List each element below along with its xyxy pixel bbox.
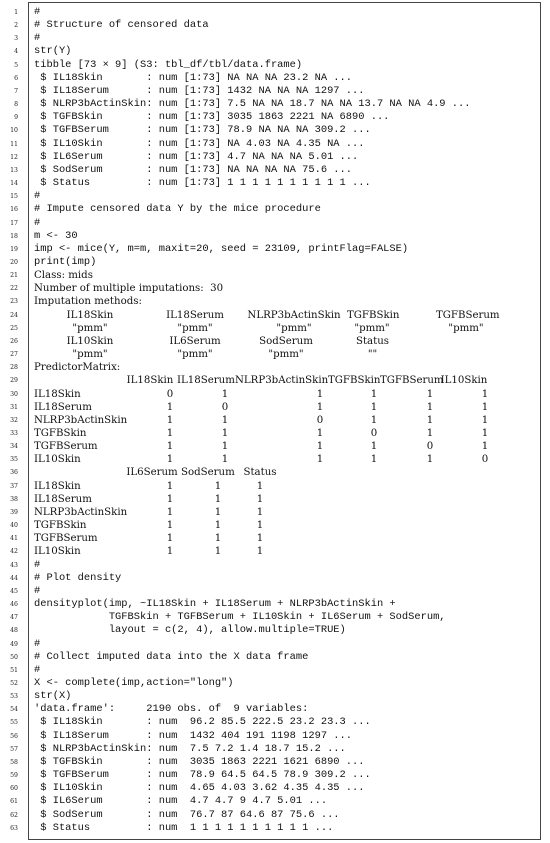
output-cell: SodSerum [259, 335, 313, 347]
line-number: 40 [10, 522, 18, 530]
code-line [0, 716, 550, 729]
code-line [0, 664, 550, 677]
output-cell: 1 [214, 480, 222, 492]
output-cell: IL6Serum [169, 335, 221, 347]
output-cell: TGFBSkin [347, 309, 400, 321]
line-number: 8 [14, 101, 18, 109]
output-cell: IL18Serum [166, 309, 224, 321]
code-text: $ SodSerum : num 76.7 87 64.6 87 75.6 ... [34, 808, 340, 821]
output-text: Number of multiple imputations: 30 [34, 283, 224, 295]
output-cell: 1 [370, 388, 378, 400]
line-number: 30 [10, 390, 18, 398]
code-text: # [34, 637, 41, 650]
output-cell: 1 [166, 441, 174, 453]
code-text: # [34, 584, 41, 597]
output-table-row [0, 532, 550, 545]
output-cell: 1 [214, 506, 222, 518]
output-table-row [0, 453, 550, 466]
code-line [0, 743, 550, 756]
output-cell: 1 [481, 388, 489, 400]
output-cell: 1 [426, 414, 434, 426]
line-number: 47 [10, 614, 18, 622]
code-line [0, 493, 550, 506]
code-text: str(Y) [34, 45, 72, 58]
code-text: # [34, 190, 41, 203]
line-number: 53 [10, 693, 18, 701]
line-number: 15 [10, 193, 18, 201]
code-line [0, 532, 550, 545]
code-line [0, 85, 550, 98]
code-text: str(X) [34, 690, 72, 703]
code-line [0, 572, 550, 585]
output-cell: 1 [221, 428, 229, 439]
line-number: 43 [10, 561, 18, 569]
output-cell: 1 [370, 414, 378, 426]
output-cell: IL18Serum [34, 401, 92, 413]
code-text: $ IL18Skin : num 96.2 85.5 222.5 23.2 23.3 ... [34, 716, 371, 729]
output-cell: 1 [426, 388, 434, 400]
output-cell: 1 [166, 506, 174, 518]
code-line [0, 624, 550, 637]
code-text: X <- complete(imp,action="long") [34, 676, 234, 689]
output-cell: TGFBSkin [34, 428, 87, 439]
output-cell: 1 [256, 493, 264, 505]
code-line [0, 677, 550, 690]
output-cell: 1 [221, 388, 229, 400]
output-cell: 1 [370, 454, 378, 466]
code-line [0, 151, 550, 164]
output-cell: 0 [316, 414, 324, 426]
code-line [0, 690, 550, 703]
output-text: Imputation methods: [34, 296, 142, 308]
code-line [0, 795, 550, 808]
code-listing [0, 6, 550, 835]
code-text: imp <- mice(Y, m=m, maxit=20, seed = 23109, printFlag=FALSE) [34, 242, 409, 255]
line-number: 35 [10, 456, 18, 464]
line-number: 3 [14, 35, 18, 43]
output-cell: 1 [166, 480, 174, 492]
code-line [0, 414, 550, 427]
code-line [0, 190, 550, 203]
output-table-row [0, 427, 550, 440]
output-cell: "pmm" [448, 322, 484, 334]
output-cell: 0 [481, 454, 489, 466]
output-table-row [0, 519, 550, 532]
output-cell: 1 [316, 401, 324, 413]
output-table-row [0, 348, 550, 361]
line-number: 31 [10, 403, 18, 411]
code-line [0, 203, 550, 216]
code-text: # Collect imputed data into the X data frame [34, 650, 309, 663]
output-table-row [0, 466, 550, 479]
output-cell: 1 [221, 441, 229, 453]
line-number: 26 [10, 337, 18, 345]
code-line [0, 480, 550, 493]
line-number: 1 [14, 9, 18, 16]
code-line [0, 282, 550, 295]
line-number: 52 [10, 679, 18, 687]
output-cell: 1 [316, 428, 324, 439]
output-cell: IL10Skin [34, 546, 81, 558]
code-line [0, 809, 550, 822]
output-cell: 1 [166, 401, 174, 413]
code-line [0, 545, 550, 558]
code-line [0, 374, 550, 387]
line-number: 10 [10, 127, 18, 135]
code-text: $ TGFBSkin : num [1:73] 3035 1863 2221 NA 6890 ... [34, 111, 390, 124]
output-cell: 0 [221, 401, 229, 413]
output-cell: SodSerum [181, 467, 235, 479]
code-line [0, 453, 550, 466]
line-number: 20 [10, 258, 18, 266]
line-number: 46 [10, 601, 18, 609]
output-cell: 1 [426, 454, 434, 466]
line-number: 29 [10, 377, 18, 385]
code-text: $ IL6Serum : num 4.7 4.7 9 4.7 5.01 ... [34, 795, 328, 808]
output-table-row [0, 322, 550, 335]
code-line [0, 440, 550, 453]
output-cell: "pmm" [72, 322, 108, 334]
output-cell: 1 [370, 401, 378, 413]
code-text: layout = c(2, 4), allow.multiple=TRUE) [34, 624, 346, 637]
line-number: 60 [10, 785, 18, 793]
line-number: 6 [14, 74, 18, 82]
output-table-row [0, 388, 550, 401]
line-number: 23 [10, 298, 18, 306]
output-cell: 1 [481, 414, 489, 426]
code-line [0, 72, 550, 85]
output-table-row [0, 480, 550, 493]
code-line [0, 559, 550, 572]
code-text: $ IL18Serum : num [1:73] 1432 NA NA NA 1297 ... [34, 84, 365, 97]
output-cell: IL10Skin [440, 375, 488, 387]
output-cell: NLRP3bActinSkin [235, 375, 329, 387]
output-cell: TGFBSkin [34, 520, 87, 532]
code-line [0, 322, 550, 335]
line-number: 12 [10, 153, 18, 161]
output-cell: 1 [256, 520, 264, 532]
line-number: 17 [10, 219, 18, 227]
output-cell: IL18Serum [177, 375, 235, 387]
output-cell: 1 [214, 493, 222, 505]
line-number: 59 [10, 772, 18, 780]
line-number: 16 [10, 206, 18, 214]
output-cell: 1 [370, 441, 378, 453]
code-text: 'data.frame': 2190 obs. of 9 variables: [34, 703, 309, 716]
output-cell: 1 [481, 428, 489, 439]
code-line [0, 177, 550, 190]
output-cell: IL18Serum [34, 493, 92, 505]
code-line [0, 427, 550, 440]
line-number: 27 [10, 351, 18, 359]
output-text: PredictorMatrix: [34, 362, 121, 374]
output-table-row [0, 506, 550, 519]
line-number: 24 [10, 311, 18, 319]
output-cell: IL6Serum [126, 467, 178, 479]
code-line [0, 401, 550, 414]
line-number: 13 [10, 166, 18, 174]
code-line [0, 506, 550, 519]
code-line [0, 756, 550, 769]
line-number: 34 [10, 443, 18, 451]
code-text: # [34, 663, 41, 676]
code-text: $ IL18Serum : num 1432 404 191 1198 1297 ... [34, 729, 353, 742]
output-cell: 1 [166, 546, 174, 558]
line-number: 48 [10, 627, 18, 635]
output-cell: 1 [256, 506, 264, 518]
line-number: 45 [10, 587, 18, 595]
code-text: TGFBSkin + TGFBSerum + IL10Skin + IL6Serum + SodSerum, [34, 611, 446, 624]
output-cell: TGFBSerum [380, 375, 444, 387]
output-cell: NLRP3bActinSkin [34, 414, 128, 426]
line-number: 57 [10, 745, 18, 753]
code-line [0, 269, 550, 282]
code-text: # [34, 6, 41, 18]
code-line [0, 243, 550, 256]
output-cell: 1 [316, 454, 324, 466]
output-cell: 1 [256, 480, 264, 492]
output-cell: NLRP3bActinSkin [247, 309, 341, 321]
code-line [0, 822, 550, 835]
code-text: $ Status : num 1 1 1 1 1 1 1 1 1 1 ... [34, 821, 334, 834]
code-line [0, 335, 550, 348]
code-text: # Plot density [34, 571, 122, 584]
line-number: 58 [10, 758, 18, 766]
code-line [0, 256, 550, 269]
code-line [0, 466, 550, 479]
output-cell: TGFBSerum [436, 309, 500, 321]
line-number: 38 [10, 495, 18, 503]
output-cell: 1 [481, 441, 489, 453]
code-text: $ TGFBSkin : num 3035 1863 2221 1621 6890 ... [34, 755, 365, 768]
code-text: $ IL10Skin : num [1:73] NA 4.03 NA 4.35 NA ... [34, 137, 365, 150]
line-number: 32 [10, 416, 18, 424]
output-cell: 1 [166, 533, 174, 545]
code-text: # [34, 216, 41, 229]
code-text: # [34, 558, 41, 571]
output-cell: 1 [316, 441, 324, 453]
output-cell: 1 [256, 546, 264, 558]
output-table-row [0, 401, 550, 414]
code-line [0, 164, 550, 177]
output-cell: IL18Skin [34, 388, 81, 400]
code-line [0, 98, 550, 111]
line-number: 51 [10, 666, 18, 674]
output-cell: 1 [214, 533, 222, 545]
output-cell: "pmm" [72, 349, 108, 361]
output-cell: IL18Skin [34, 480, 81, 492]
code-line [0, 295, 550, 308]
code-line [0, 730, 550, 743]
code-line [0, 703, 550, 716]
code-line [0, 217, 550, 230]
output-cell: 1 [221, 454, 229, 466]
output-table-row [0, 335, 550, 348]
output-table-row [0, 414, 550, 427]
code-line [0, 651, 550, 664]
code-line [0, 611, 550, 624]
code-text: tibble [73 × 9] (S3: tbl_df/tbl/data.frame) [34, 58, 303, 71]
output-cell: 1 [166, 520, 174, 532]
line-number: 62 [10, 811, 18, 819]
line-number: 56 [10, 732, 18, 740]
code-line [0, 769, 550, 782]
code-line [0, 388, 550, 401]
output-cell: IL10Skin [66, 335, 114, 347]
output-text: Class: mids [34, 270, 93, 282]
code-text: # [34, 32, 41, 45]
code-text: $ TGFBSerum : num 78.9 64.5 64.5 78.9 309.2 ... [34, 769, 371, 782]
output-table-row [0, 545, 550, 558]
output-table-row [0, 493, 550, 506]
code-text: $ IL6Serum : num [1:73] 4.7 NA NA NA 5.01 ... [34, 150, 359, 163]
line-number: 50 [10, 653, 18, 661]
line-number: 25 [10, 324, 18, 332]
code-line [0, 230, 550, 243]
code-line [0, 124, 550, 137]
line-number: 37 [10, 482, 18, 490]
output-cell: 1 [426, 401, 434, 413]
line-number: 44 [10, 574, 18, 582]
output-cell: IL18Skin [66, 309, 114, 321]
code-line [0, 45, 550, 58]
output-table-row [0, 374, 550, 387]
code-text: $ SodSerum : num [1:73] NA NA NA NA 75.6 ... [34, 163, 353, 176]
line-number: 2 [14, 22, 18, 30]
output-cell: 1 [166, 493, 174, 505]
output-cell: 1 [166, 414, 174, 426]
code-text: $ IL18Skin : num [1:73] NA NA NA 23.2 NA ... [34, 71, 353, 84]
code-text: $ Status : num [1:73] 1 1 1 1 1 1 1 1 1 1 ... [34, 177, 371, 190]
output-cell: 1 [316, 388, 324, 400]
output-cell: "pmm" [276, 322, 312, 334]
code-text: # Structure of censored data [34, 19, 209, 32]
output-cell: IL18Skin [126, 375, 174, 387]
line-number: 63 [10, 824, 18, 832]
line-number: 61 [10, 798, 18, 806]
code-text: $ NLRP3bActinSkin: num 7.5 7.2 1.4 18.7 15.2 ... [34, 742, 346, 755]
code-line [0, 111, 550, 124]
output-cell: TGFBSerum [34, 533, 98, 545]
line-number: 54 [10, 706, 18, 714]
line-number: 42 [10, 548, 18, 556]
output-cell: "" [367, 349, 378, 361]
code-line [0, 309, 550, 322]
line-number: 28 [10, 364, 18, 372]
output-cell: IL10Skin [34, 454, 81, 466]
output-cell: 1 [221, 414, 229, 426]
code-text: densityplot(imp, ~IL18Skin + IL18Serum + NLRP3bActinSkin + [34, 598, 396, 611]
line-number: 14 [10, 180, 18, 188]
output-cell: 1 [426, 428, 434, 439]
output-cell: 0 [426, 441, 434, 453]
code-line [0, 782, 550, 795]
line-number: 36 [10, 469, 18, 477]
code-line [0, 361, 550, 374]
line-number: 22 [10, 285, 18, 293]
output-table-row [0, 309, 550, 322]
line-number: 19 [10, 245, 18, 253]
code-line [0, 19, 550, 32]
code-line [0, 6, 550, 19]
code-line [0, 32, 550, 45]
line-number: 55 [10, 719, 18, 727]
code-text: $ NLRP3bActinSkin: num [1:73] 7.5 NA NA 18.7 NA NA 13.7 NA NA 4.9 ... [34, 98, 471, 111]
output-cell: "pmm" [177, 349, 213, 361]
output-cell: NLRP3bActinSkin [34, 506, 128, 518]
code-line [0, 59, 550, 72]
output-cell: 1 [256, 533, 264, 545]
output-cell: 1 [166, 428, 174, 439]
code-line [0, 138, 550, 151]
line-number: 4 [14, 48, 18, 56]
output-cell: TGFBSkin [328, 375, 381, 387]
output-cell: "pmm" [177, 322, 213, 334]
output-cell: 1 [214, 520, 222, 532]
output-cell: 1 [481, 401, 489, 413]
output-cell: Status [243, 467, 277, 479]
code-line [0, 348, 550, 361]
line-number: 11 [10, 140, 18, 148]
output-cell: 1 [166, 454, 174, 466]
line-number: 9 [14, 114, 18, 122]
output-table-row [0, 440, 550, 453]
code-text: m <- 30 [34, 229, 78, 242]
code-text: $ IL10Skin : num 4.65 4.03 3.62 4.35 4.35 ... [34, 782, 365, 795]
line-number: 18 [10, 232, 18, 240]
output-cell: 0 [166, 388, 174, 400]
line-number: 39 [10, 508, 18, 516]
code-text: $ TGFBSerum : num [1:73] 78.9 NA NA NA 309.2 ... [34, 124, 371, 137]
code-text: print(imp) [34, 255, 97, 268]
code-line [0, 638, 550, 651]
output-cell: "pmm" [268, 349, 304, 361]
line-number: 33 [10, 430, 18, 437]
line-number: 49 [10, 640, 18, 648]
line-number: 21 [10, 272, 18, 280]
output-cell: "pmm" [354, 322, 390, 334]
code-line [0, 519, 550, 532]
code-line [0, 585, 550, 598]
line-number: 5 [14, 61, 18, 69]
output-cell: 0 [370, 428, 378, 439]
code-text: # Impute censored data Y by the mice procedure [34, 203, 321, 216]
output-cell: 1 [214, 546, 222, 558]
line-number: 41 [10, 535, 18, 543]
code-line [0, 598, 550, 611]
output-cell: Status [355, 335, 390, 347]
output-cell: TGFBSerum [34, 441, 98, 453]
line-number: 7 [14, 87, 18, 95]
